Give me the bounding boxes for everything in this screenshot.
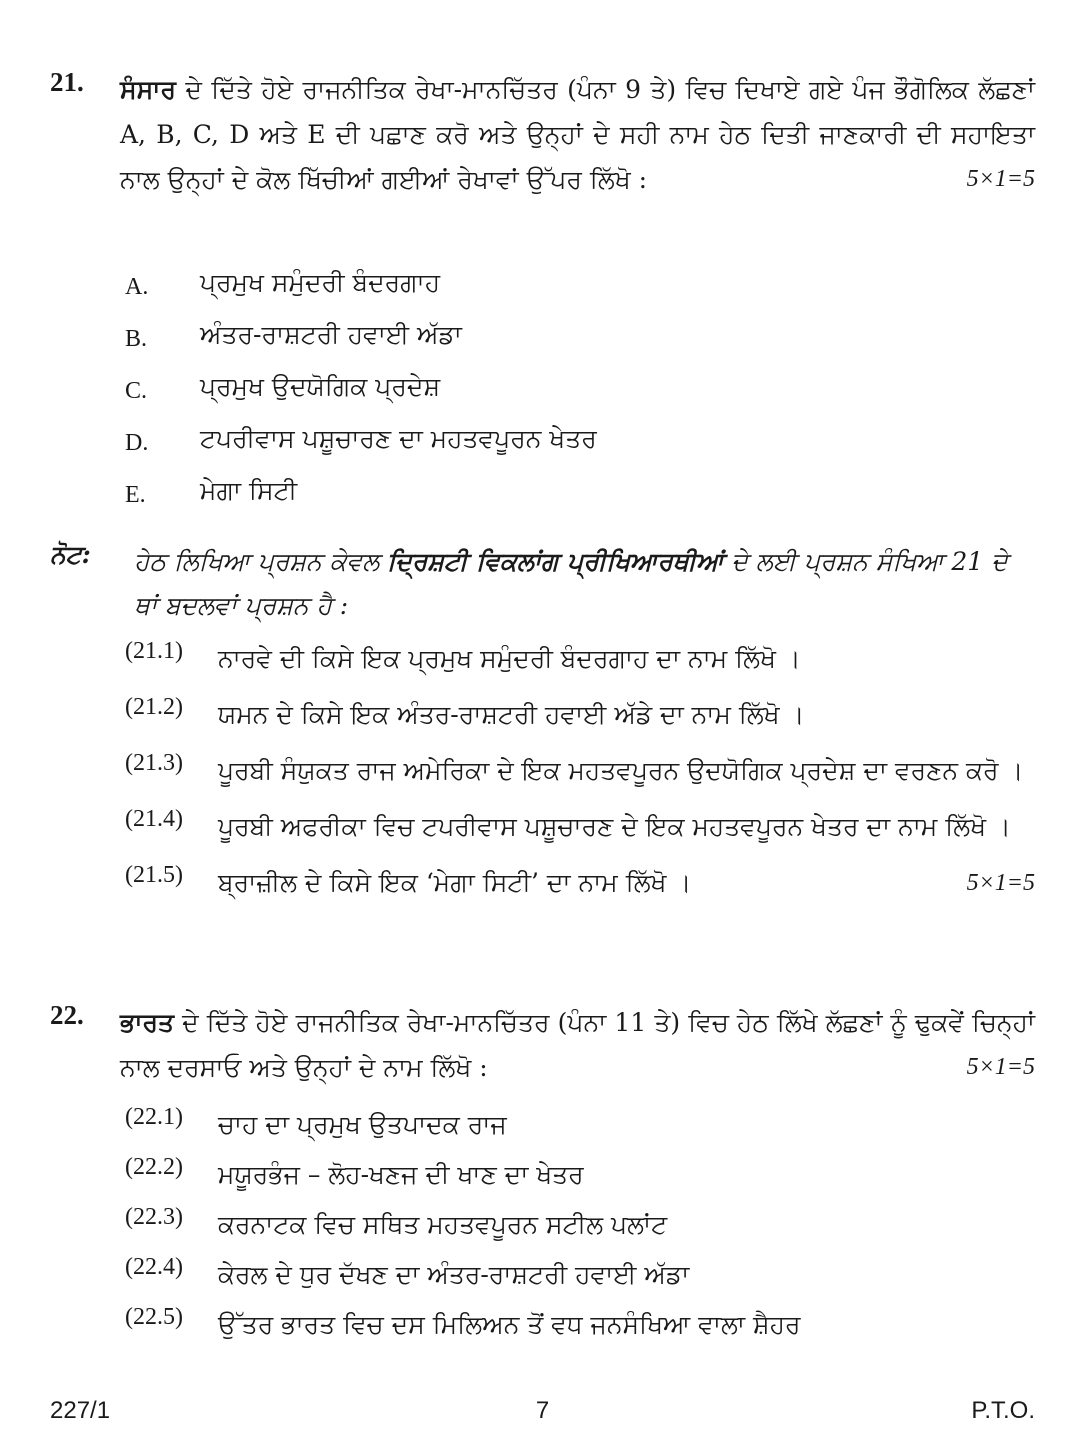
list-item	[125, 1102, 1035, 1148]
sub-text-body: ਬ੍ਰਾਜ਼ੀਲ ਦੇ ਕਿਸੇ ਇਕ ‘ਮੇਗਾ ਸਿਟੀ’ ਦਾ ਨਾਮ ਲਿੱਖੋ ।	[218, 868, 692, 897]
pto-label: P.T.O.	[971, 1397, 1035, 1424]
option-letter: C.	[125, 378, 148, 404]
sub-number: (21.1)	[125, 638, 183, 664]
option-letter: D.	[125, 430, 149, 456]
question-text	[120, 1000, 1035, 1090]
sub-number: (21.3)	[125, 750, 183, 776]
sub-text: ਉੱਤਰ ਭਾਰਤ ਵਿਚ ਦਸ ਮਿਲਿਅਨ ਤੋਂ ਵਧ ਜਨਸੰਖਿਆ ਵਾਲਾ ਸ਼ੈਹਰ	[218, 1310, 801, 1339]
question-body: ਦੇ ਦਿੱਤੇ ਹੋਏ ਰਾਜਨੀਤਿਕ ਰੇਖਾ-ਮਾਨਚਿੱਤਰ (ਪੰਨਾ 9 ਤੇ) ਵਿਚ ਦਿਖਾਏ ਗਏ ਪੰਜ ਭੌਗੋਲਿਕ ਲੱਛਣਾਂ A, B, C, D ਅਤੇ E ਦੀ ਪਛਾਣ ਕਰੋ ਅਤੇ ਉਨ੍ਹਾਂ ਦੇ ਸਹੀ ਨਾਮ ਹੇਠ ਦਿਤੀ ਜਾਣਕਾਰੀ ਦੀ ਸਹਾਇਤਾ ਨਾਲ ਉਨ੍ਹਾਂ ਦੇ ਕੋਲ ਖਿੱਚੀਆਂ ਗਈਆਂ ਰੇਖਾਵਾਂ ਉੱਪਰ ਲਿੱਖੋ :	[120, 75, 1035, 194]
sub-text: ਪੂਰਬੀ ਅਫਰੀਕਾ ਵਿਚ ਟਪਰੀਵਾਸ ਪਸ਼ੂਚਾਰਣ ਦੇ ਇਕ ਮਹਤਵਪੂਰਨ ਖੇਤਰ ਦਾ ਨਾਮ ਲਿੱਖੋ ।	[218, 812, 1011, 841]
marks: 5×1=5	[966, 166, 1035, 192]
sub-text	[218, 860, 1035, 906]
note-text	[134, 540, 1035, 628]
sub-text: ਪੂਰਬੀ ਸੰਯੁਕਤ ਰਾਜ ਅਮੇਰਿਕਾ ਦੇ ਇਕ ਮਹਤਵਪੂਰਨ ਉਦਯੋਗਿਕ ਪ੍ਰਦੇਸ਼ ਦਾ ਵਰਣਨ ਕਰੋ ।	[218, 756, 1024, 785]
paper-code: 227/1	[50, 1397, 111, 1424]
list-item	[125, 474, 825, 526]
note-text-bold: ਦ੍ਰਿਸ਼ਟੀ ਵਿਕਲਾਂਗ ਪ੍ਰੀਖਿਆਰਥੀਆਂ	[387, 547, 724, 576]
note-label: ਨੋਟ:	[50, 540, 91, 569]
page-footer	[50, 1397, 1035, 1427]
list-item	[125, 370, 825, 422]
q22-subquestions	[125, 1102, 1035, 1352]
marks: 5×1=5	[966, 1054, 1035, 1080]
sub-text: ਕਰਨਾਟਕ ਵਿਚ ਸਥਿਤ ਮਹਤਵਪੂਰਨ ਸਟੀਲ ਪਲਾਂਟ	[218, 1210, 668, 1239]
list-item	[125, 748, 1035, 794]
option-letter: A.	[125, 274, 149, 300]
sub-text: ਚਾਹ ਦਾ ਪ੍ਰਮੁਖ ਉਤਪਾਦਕ ਰਾਜ	[218, 1110, 507, 1139]
list-item	[125, 1202, 1035, 1248]
option-letter: E.	[125, 482, 146, 508]
question-body: ਦੇ ਦਿੱਤੇ ਹੋਏ ਰਾਜਨੀਤਿਕ ਰੇਖਾ-ਮਾਨਚਿੱਤਰ (ਪੰਨਾ 11 ਤੇ) ਵਿਚ ਹੇਠ ਲਿੱਖੇ ਲੱਛਣਾਂ ਨੂੰ ਢੁਕਵੇਂ ਚਿਨ੍ਹਾਂ ਨਾਲ ਦਰਸਾਓ ਅਤੇ ਉਨ੍ਹਾਂ ਦੇ ਨਾਮ ਲਿੱਖੋ :	[120, 1008, 1035, 1082]
sub-number: (22.3)	[125, 1204, 183, 1230]
sub-number: (21.5)	[125, 862, 183, 888]
note-subquestions	[125, 636, 1035, 916]
option-text: ਟਪਰੀਵਾਸ ਪਸ਼ੂਚਾਰਣ ਦਾ ਮਹਤਵਪੂਰਨ ਖੇਤਰ	[200, 424, 597, 453]
sub-number: (21.2)	[125, 694, 183, 720]
option-text: ਪ੍ਰਮੁਖ ਸਮੁੰਦਰੀ ਬੰਦਰਗਾਹ	[200, 268, 441, 297]
list-item	[125, 692, 1035, 738]
option-text: ਮੇਗਾ ਸਿਟੀ	[200, 476, 298, 505]
list-item	[125, 318, 825, 370]
option-text: ਪ੍ਰਮੁਖ ਉਦਯੋਗਿਕ ਪ੍ਰਦੇਸ਼	[200, 372, 441, 401]
note	[50, 540, 1035, 628]
list-item	[125, 266, 825, 318]
question-number: 21.	[50, 67, 84, 97]
note-text-after: ਦੇ ਲਈ ਪ੍ਰਸ਼ਨ ਸੰਖਿਆ 21 ਦੇ ਥਾਂ ਬਦਲਵਾਂ ਪ੍ਰਸ਼ਨ ਹੈ :	[134, 547, 1008, 620]
sub-number: (22.1)	[125, 1104, 183, 1130]
list-item	[125, 804, 1035, 850]
page-number: 7	[535, 1397, 550, 1424]
question-21	[50, 67, 1035, 202]
sub-text: ਕੇਰਲ ਦੇ ਧੁਰ ਦੱਖਣ ਦਾ ਅੰਤਰ-ਰਾਸ਼ਟਰੀ ਹਵਾਈ ਅੱਡਾ	[218, 1260, 690, 1289]
list-item	[125, 422, 825, 474]
sub-number: (22.2)	[125, 1154, 183, 1180]
sub-text: ਨਾਰਵੇ ਦੀ ਕਿਸੇ ਇਕ ਪ੍ਰਮੁਖ ਸਮੁੰਦਰੀ ਬੰਦਰਗਾਹ ਦਾ ਨਾਮ ਲਿੱਖੋ ।	[218, 644, 801, 673]
list-item	[125, 1302, 1035, 1348]
sub-text: ਯਮਨ ਦੇ ਕਿਸੇ ਇਕ ਅੰਤਰ-ਰਾਸ਼ਟਰੀ ਹਵਾਈ ਅੱਡੇ ਦਾ ਨਾਮ ਲਿੱਖੋ ।	[218, 700, 805, 729]
list-item	[125, 1152, 1035, 1198]
marks: 5×1=5	[966, 870, 1035, 896]
option-letter: B.	[125, 326, 148, 352]
question-lead: ਭਾਰਤ	[120, 1008, 174, 1037]
question-22	[50, 1000, 1035, 1090]
question-text	[120, 67, 1035, 202]
list-item	[125, 636, 1035, 682]
note-text-before: ਹੇਠ ਲਿਖਿਆ ਪ੍ਰਸ਼ਨ ਕੇਵਲ	[134, 547, 388, 576]
sub-number: (21.4)	[125, 806, 183, 832]
list-item	[125, 860, 1035, 906]
q21-options	[125, 266, 825, 526]
sub-number: (22.4)	[125, 1254, 183, 1280]
sub-number: (22.5)	[125, 1304, 183, 1330]
list-item	[125, 1252, 1035, 1298]
sub-text: ਮਯੂਰਭੰਜ – ਲੋਹ-ਖਣਜ ਦੀ ਖਾਣ ਦਾ ਖੇਤਰ	[218, 1160, 584, 1189]
question-number: 22.	[50, 1000, 84, 1030]
option-text: ਅੰਤਰ-ਰਾਸ਼ਟਰੀ ਹਵਾਈ ਅੱਡਾ	[200, 320, 462, 349]
question-lead: ਸੰਸਾਰ	[120, 75, 176, 104]
